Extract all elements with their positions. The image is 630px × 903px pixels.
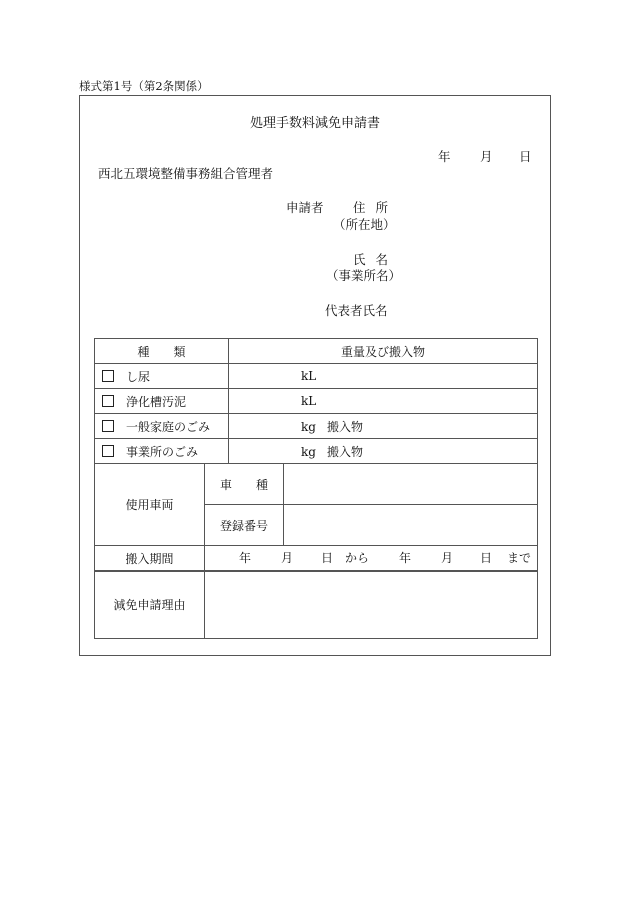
amount-cell[interactable] xyxy=(229,414,538,439)
form-number-label: 様式第1号（第2条関係） xyxy=(79,79,209,93)
unit-label: kg xyxy=(301,444,316,459)
note-label: 搬入物 xyxy=(327,419,364,434)
from-year-label: 年 xyxy=(239,551,252,565)
reason-table xyxy=(94,570,538,639)
header-weight: 重量及び搬入物 xyxy=(229,339,538,364)
amount-cell[interactable] xyxy=(229,439,538,464)
vehicle-type-label: 車 種 xyxy=(205,464,284,505)
address-label: 住所 xyxy=(353,200,399,215)
amount-cell[interactable] xyxy=(229,389,538,414)
table-header-row xyxy=(95,339,538,364)
name-label: 氏名 xyxy=(353,252,399,267)
to-month-label: 月 xyxy=(441,551,454,565)
category-label: 事業所のごみ xyxy=(126,444,199,459)
category-cell xyxy=(95,414,229,439)
address-sublabel: （所在地） xyxy=(333,217,396,232)
unit-label: kg xyxy=(301,419,316,434)
checkbox[interactable] xyxy=(102,370,114,382)
category-cell xyxy=(95,439,229,464)
period-row xyxy=(95,546,538,572)
period-field[interactable] xyxy=(205,546,538,572)
table-row xyxy=(95,414,538,439)
period-table xyxy=(94,545,538,572)
vehicle-type-field[interactable] xyxy=(284,464,538,505)
date-month-label: 月 xyxy=(480,149,493,164)
category-cell xyxy=(95,364,229,389)
name-sublabel: （事業所名） xyxy=(326,268,402,283)
from-day-label: 日 xyxy=(321,551,334,565)
to-label: まで xyxy=(507,551,532,565)
from-month-label: 月 xyxy=(281,551,294,565)
category-label: 一般家庭のごみ xyxy=(126,419,211,434)
to-day-label: 日 xyxy=(480,551,493,565)
period-label: 搬入期間 xyxy=(95,546,205,572)
reason-label: 減免申請理由 xyxy=(95,571,205,639)
category-cell xyxy=(95,389,229,414)
registration-label: 登録番号 xyxy=(205,505,284,546)
category-label: し尿 xyxy=(126,369,151,384)
table-row xyxy=(95,389,538,414)
unit-label: kL xyxy=(301,394,317,408)
applicant-label: 申請者 xyxy=(286,200,324,215)
from-label: から xyxy=(345,551,370,565)
representative-label: 代表者氏名 xyxy=(325,303,388,318)
registration-field[interactable] xyxy=(284,505,538,546)
amount-cell[interactable] xyxy=(229,364,538,389)
checkbox[interactable] xyxy=(102,445,114,457)
unit-label: kL xyxy=(301,369,317,383)
reason-field[interactable] xyxy=(205,571,538,639)
addressee: 西北五環境整備事務組合管理者 xyxy=(98,166,274,181)
reason-row xyxy=(95,571,538,639)
document-title: 処理手数料減免申請書 xyxy=(249,116,380,131)
table-row xyxy=(95,439,538,464)
vehicle-type-row xyxy=(95,464,538,505)
table-row xyxy=(95,364,538,389)
date-year-label: 年 xyxy=(438,149,451,164)
waste-table xyxy=(94,338,538,464)
checkbox[interactable] xyxy=(102,395,114,407)
vehicle-label: 使用車両 xyxy=(95,464,205,546)
header-category: 種 類 xyxy=(95,339,229,364)
category-label: 浄化槽汚泥 xyxy=(126,394,187,409)
to-year-label: 年 xyxy=(399,551,412,565)
vehicle-table xyxy=(94,463,538,546)
date-day-label: 日 xyxy=(519,149,532,164)
checkbox[interactable] xyxy=(102,420,114,432)
note-label: 搬入物 xyxy=(327,444,364,459)
